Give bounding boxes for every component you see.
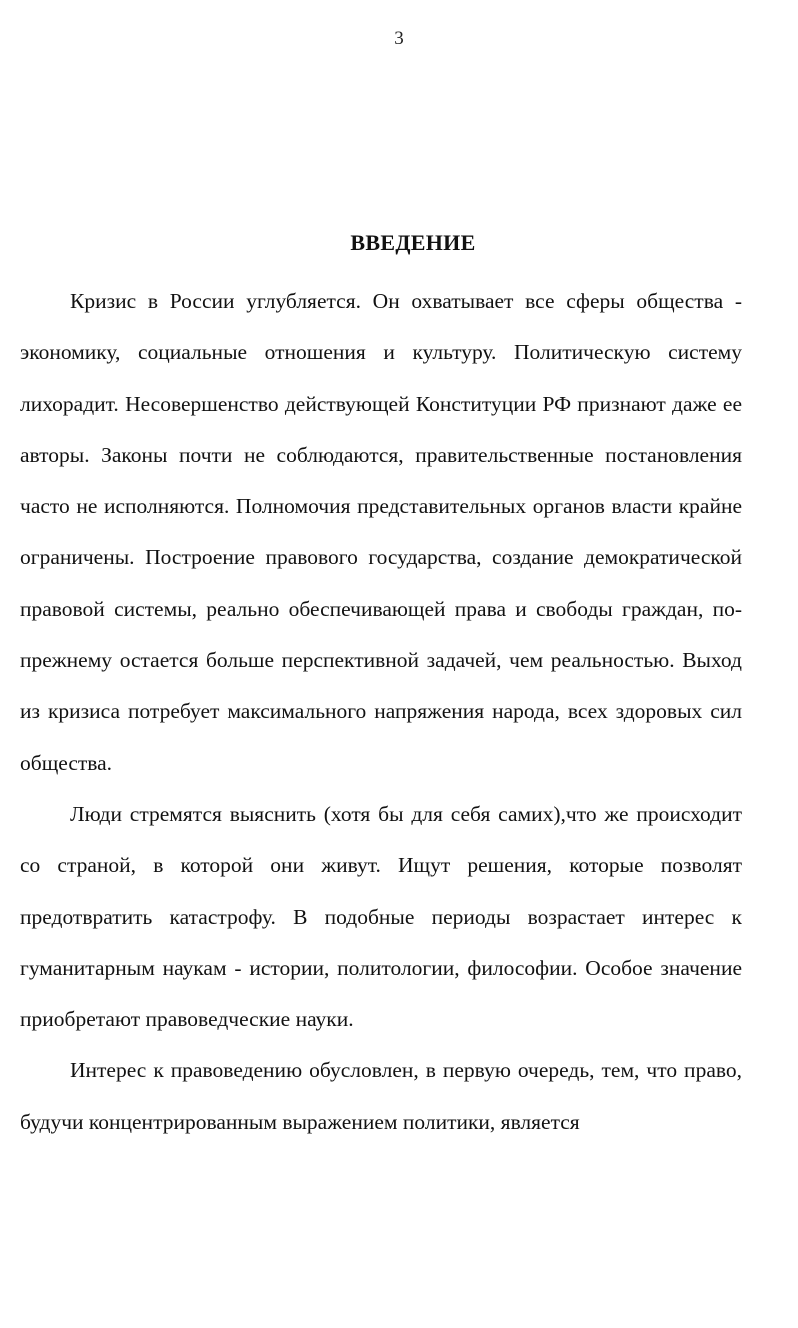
body-text (20, 276, 742, 1148)
paragraph-3: Интерес к правоведению обусловлен, в первую очередь, тем, что право, будучи концентрированным выражением политики, является (20, 1058, 742, 1134)
paragraph-1: Кризис в России углубляется. Он охватывает все сферы общества - экономику, социальные отношения и культуру. Политическую систему лихорадит. Несовершенство действующей Конституции РФ признают даже ее авторы. Законы почти не соблюдаются, правительственные постановления часто не исполняются. Полномочия представительных органов власти крайне ограничены. Построение правового государства, создание демократической правовой системы, реально обеспечивающей права и свободы граждан, по-прежнему остается больше перспективной задачей, чем реальностью. Выход из кризиса потребует максимального напряжения народа, всех здоровых сил общества. (20, 289, 742, 775)
section-heading: ВВЕДЕНИЕ (350, 230, 476, 255)
page-number: 3 (394, 28, 404, 49)
paragraph-2: Люди стремятся выяснить (хотя бы для себя самих),что же происходит со страной, в которой они живут. Ищут решения, которые позволят предотвратить катастрофу. В подобные периоды возрастает интерес к гуманитарным наукам - истории, политологии, философии. Особое значение приобретают правоведческие науки. (20, 801, 742, 1032)
